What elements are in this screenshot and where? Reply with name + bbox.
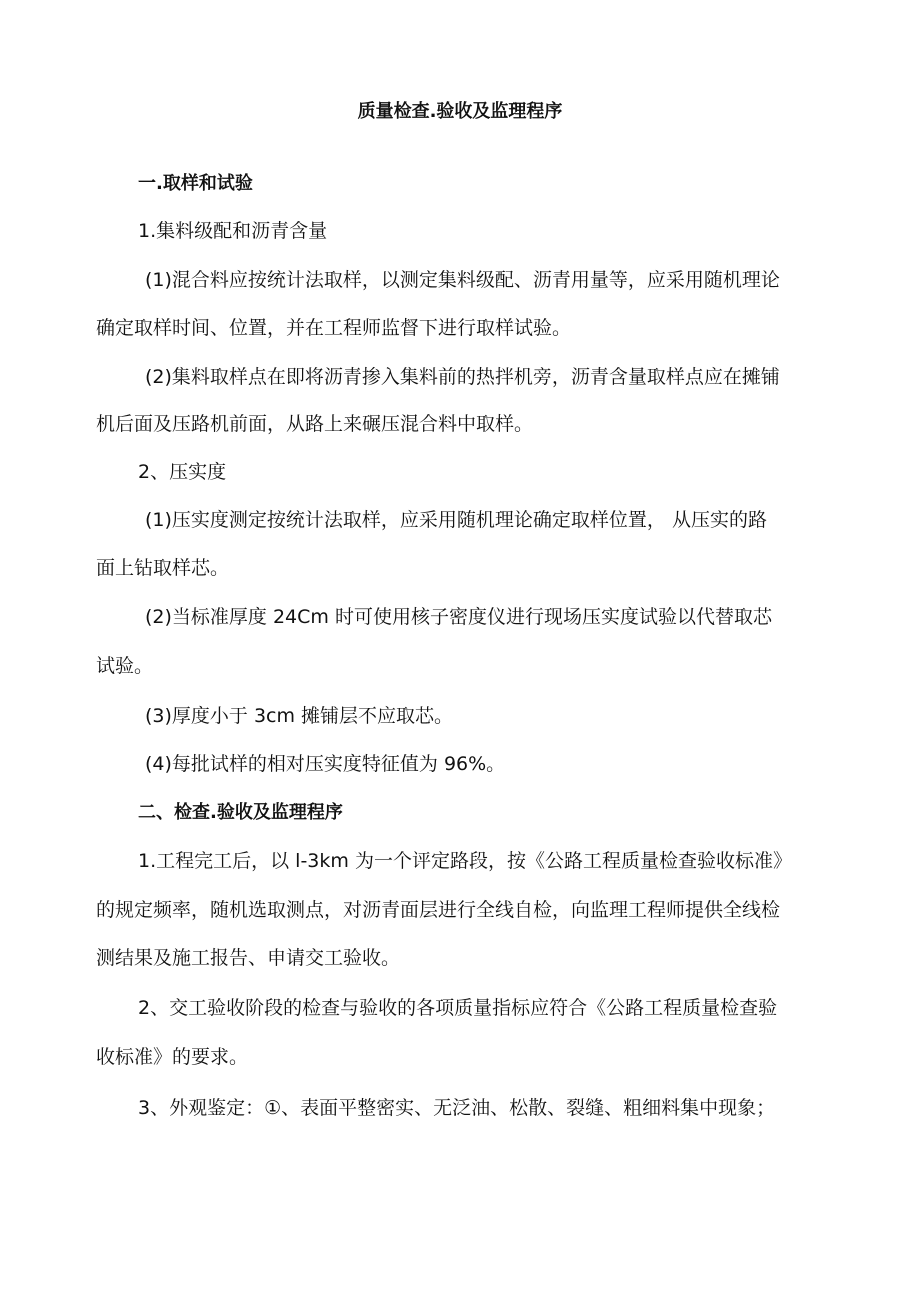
section-heading-1: 一.取样和试验 bbox=[138, 173, 253, 194]
paragraph-line: 1.工程完工后，以 l-3km 为一个评定路段，按《公路工程质量检查验收标准》 bbox=[138, 850, 792, 872]
paragraph-line: 确定取样时间、位置，并在工程师监督下进行取样试验。 bbox=[96, 317, 572, 339]
paragraph-line: 测结果及施工报告、申请交工验收。 bbox=[96, 947, 401, 969]
paragraph-line: 2、交工验收阶段的检查与验收的各项质量指标应符合《公路工程质量检查验 bbox=[138, 997, 778, 1019]
section-heading-2: 二、检查.验收及监理程序 bbox=[138, 802, 343, 823]
paragraph-line: 的规定频率，随机选取测点，对沥青面层进行全线自检，向监理工程师提供全线检 bbox=[96, 899, 781, 921]
page-title: 质量检查.验收及监理程序 bbox=[357, 101, 563, 122]
paragraph-line: 2、压实度 bbox=[138, 461, 227, 483]
paragraph-line: (4)每批试样的相对压实度特征值为 96%。 bbox=[145, 753, 506, 775]
paragraph-line: 1.集料级配和沥青含量 bbox=[138, 220, 328, 242]
paragraph-line: 试验。 bbox=[96, 655, 154, 677]
paragraph-line: 3、外观鉴定：①、表面平整密实、无泛油、松散、裂缝、粗细料集中现象； bbox=[138, 1097, 776, 1119]
paragraph-line: (2)集料取样点在即将沥青掺入集料前的热拌机旁，沥青含量取样点应在摊铺 bbox=[145, 366, 780, 388]
paragraph-line: (1)压实度测定按统计法取样，应采用随机理论确定取样位置， 从压实的路 bbox=[145, 509, 767, 531]
paragraph-line: (3)厚度小于 3cm 摊铺层不应取芯。 bbox=[145, 705, 454, 727]
paragraph-line: 收标准》的要求。 bbox=[96, 1046, 249, 1068]
paragraph-line: (1)混合料应按统计法取样，以测定集料级配、沥青用量等，应采用随机理论 bbox=[145, 269, 780, 291]
paragraph-line: (2)当标准厚度 24Cm 时可使用核子密度仪进行现场压实度试验以代替取芯 bbox=[145, 606, 772, 628]
paragraph-line: 面上钻取样芯。 bbox=[96, 557, 230, 579]
paragraph-line: 机后面及压路机前面，从路上来碾压混合料中取样。 bbox=[96, 413, 534, 435]
